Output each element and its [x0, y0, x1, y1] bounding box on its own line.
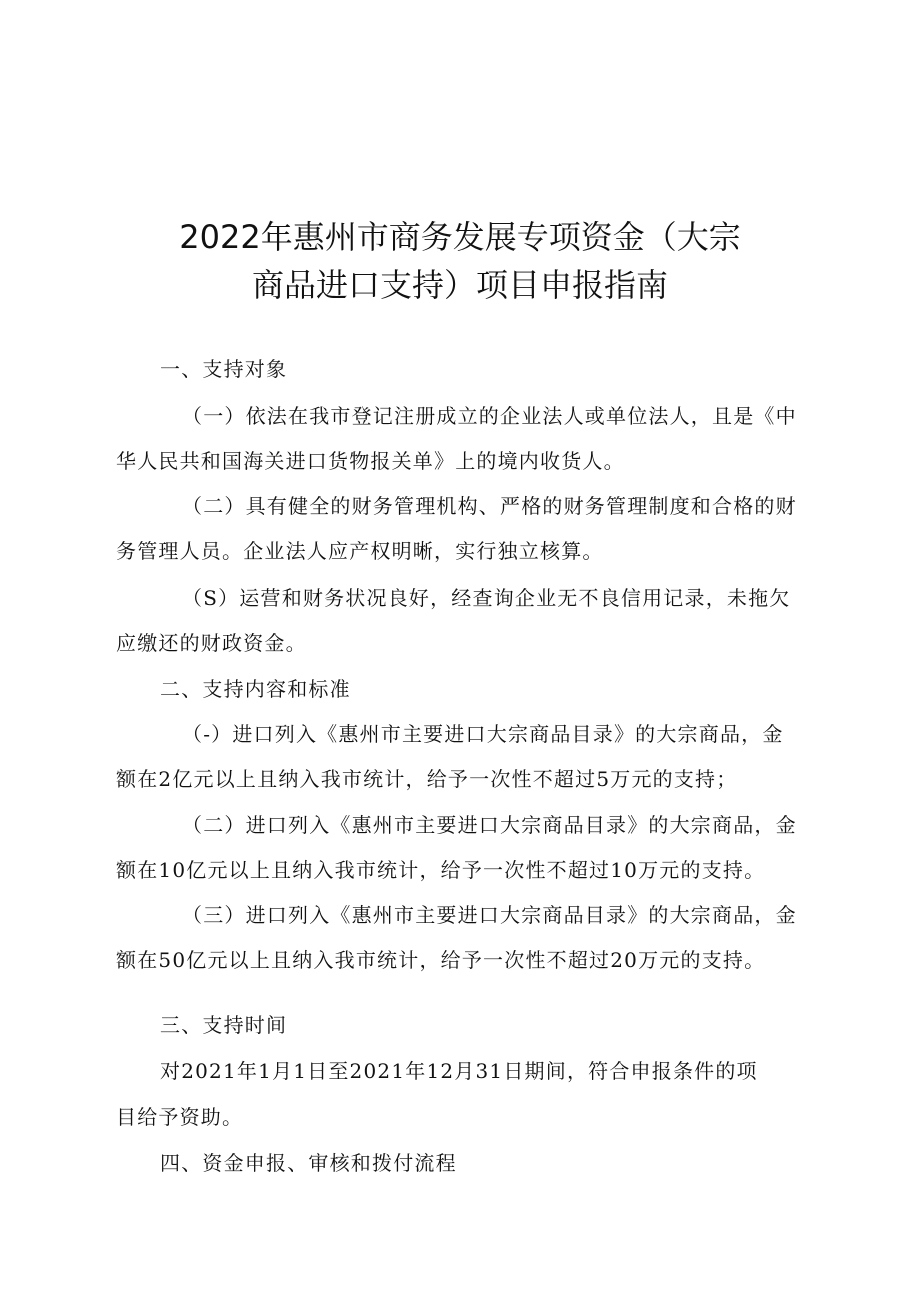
paragraph-line: 额在50亿元以上且纳入我市统计，给予一次性不超过20万元的支持。: [116, 948, 766, 972]
paragraph-line: 目给予资助。: [116, 1105, 244, 1129]
section-heading-3: 三、支持时间: [160, 1013, 288, 1037]
document-title-line-2: 商品进口支持）项目申报指南: [251, 266, 668, 304]
section-heading-2: 二、支持内容和标准: [160, 677, 351, 701]
paragraph-line: （-）进口列入《惠州市主要进口大宗商品目录》的大宗商品，金: [182, 722, 784, 746]
paragraph-line: 务管理人员。企业法人应产权明晰，实行独立核算。: [116, 539, 604, 563]
paragraph-line: （S）运营和财务状况良好，经查询企业无不良信用记录，未拖欠: [182, 586, 791, 610]
paragraph-line: （二）进口列入《惠州市主要进口大宗商品目录》的大宗商品，金: [182, 813, 797, 837]
paragraph-line: 额在2亿元以上且纳入我市统计，给予一次性不超过5万元的支持；: [116, 767, 738, 791]
paragraph-line: 额在10亿元以上且纳入我市统计，给予一次性不超过10万元的支持。: [116, 858, 766, 882]
paragraph-line: （一）依法在我市登记注册成立的企业法人或单位法人，且是《中: [182, 404, 797, 428]
section-heading-1: 一、支持对象: [160, 357, 288, 381]
paragraph-line: （二）具有健全的财务管理机构、严格的财务管理制度和合格的财: [182, 494, 797, 518]
section-heading-4: 四、资金申报、审核和拨付流程: [160, 1151, 457, 1175]
document-title-line-1: 2022年惠州市商务发展专项资金（大宗: [179, 218, 741, 256]
paragraph-line: 对2021年1月1日至2021年12月31日期间，符合申报条件的项: [160, 1059, 758, 1083]
paragraph-line: 华人民共和国海关进口货物报关单》上的境内收货人。: [116, 449, 625, 473]
paragraph-line: （三）进口列入《惠州市主要进口大宗商品目录》的大宗商品，金: [182, 903, 797, 927]
paragraph-line: 应缴还的财政资金。: [116, 631, 307, 655]
